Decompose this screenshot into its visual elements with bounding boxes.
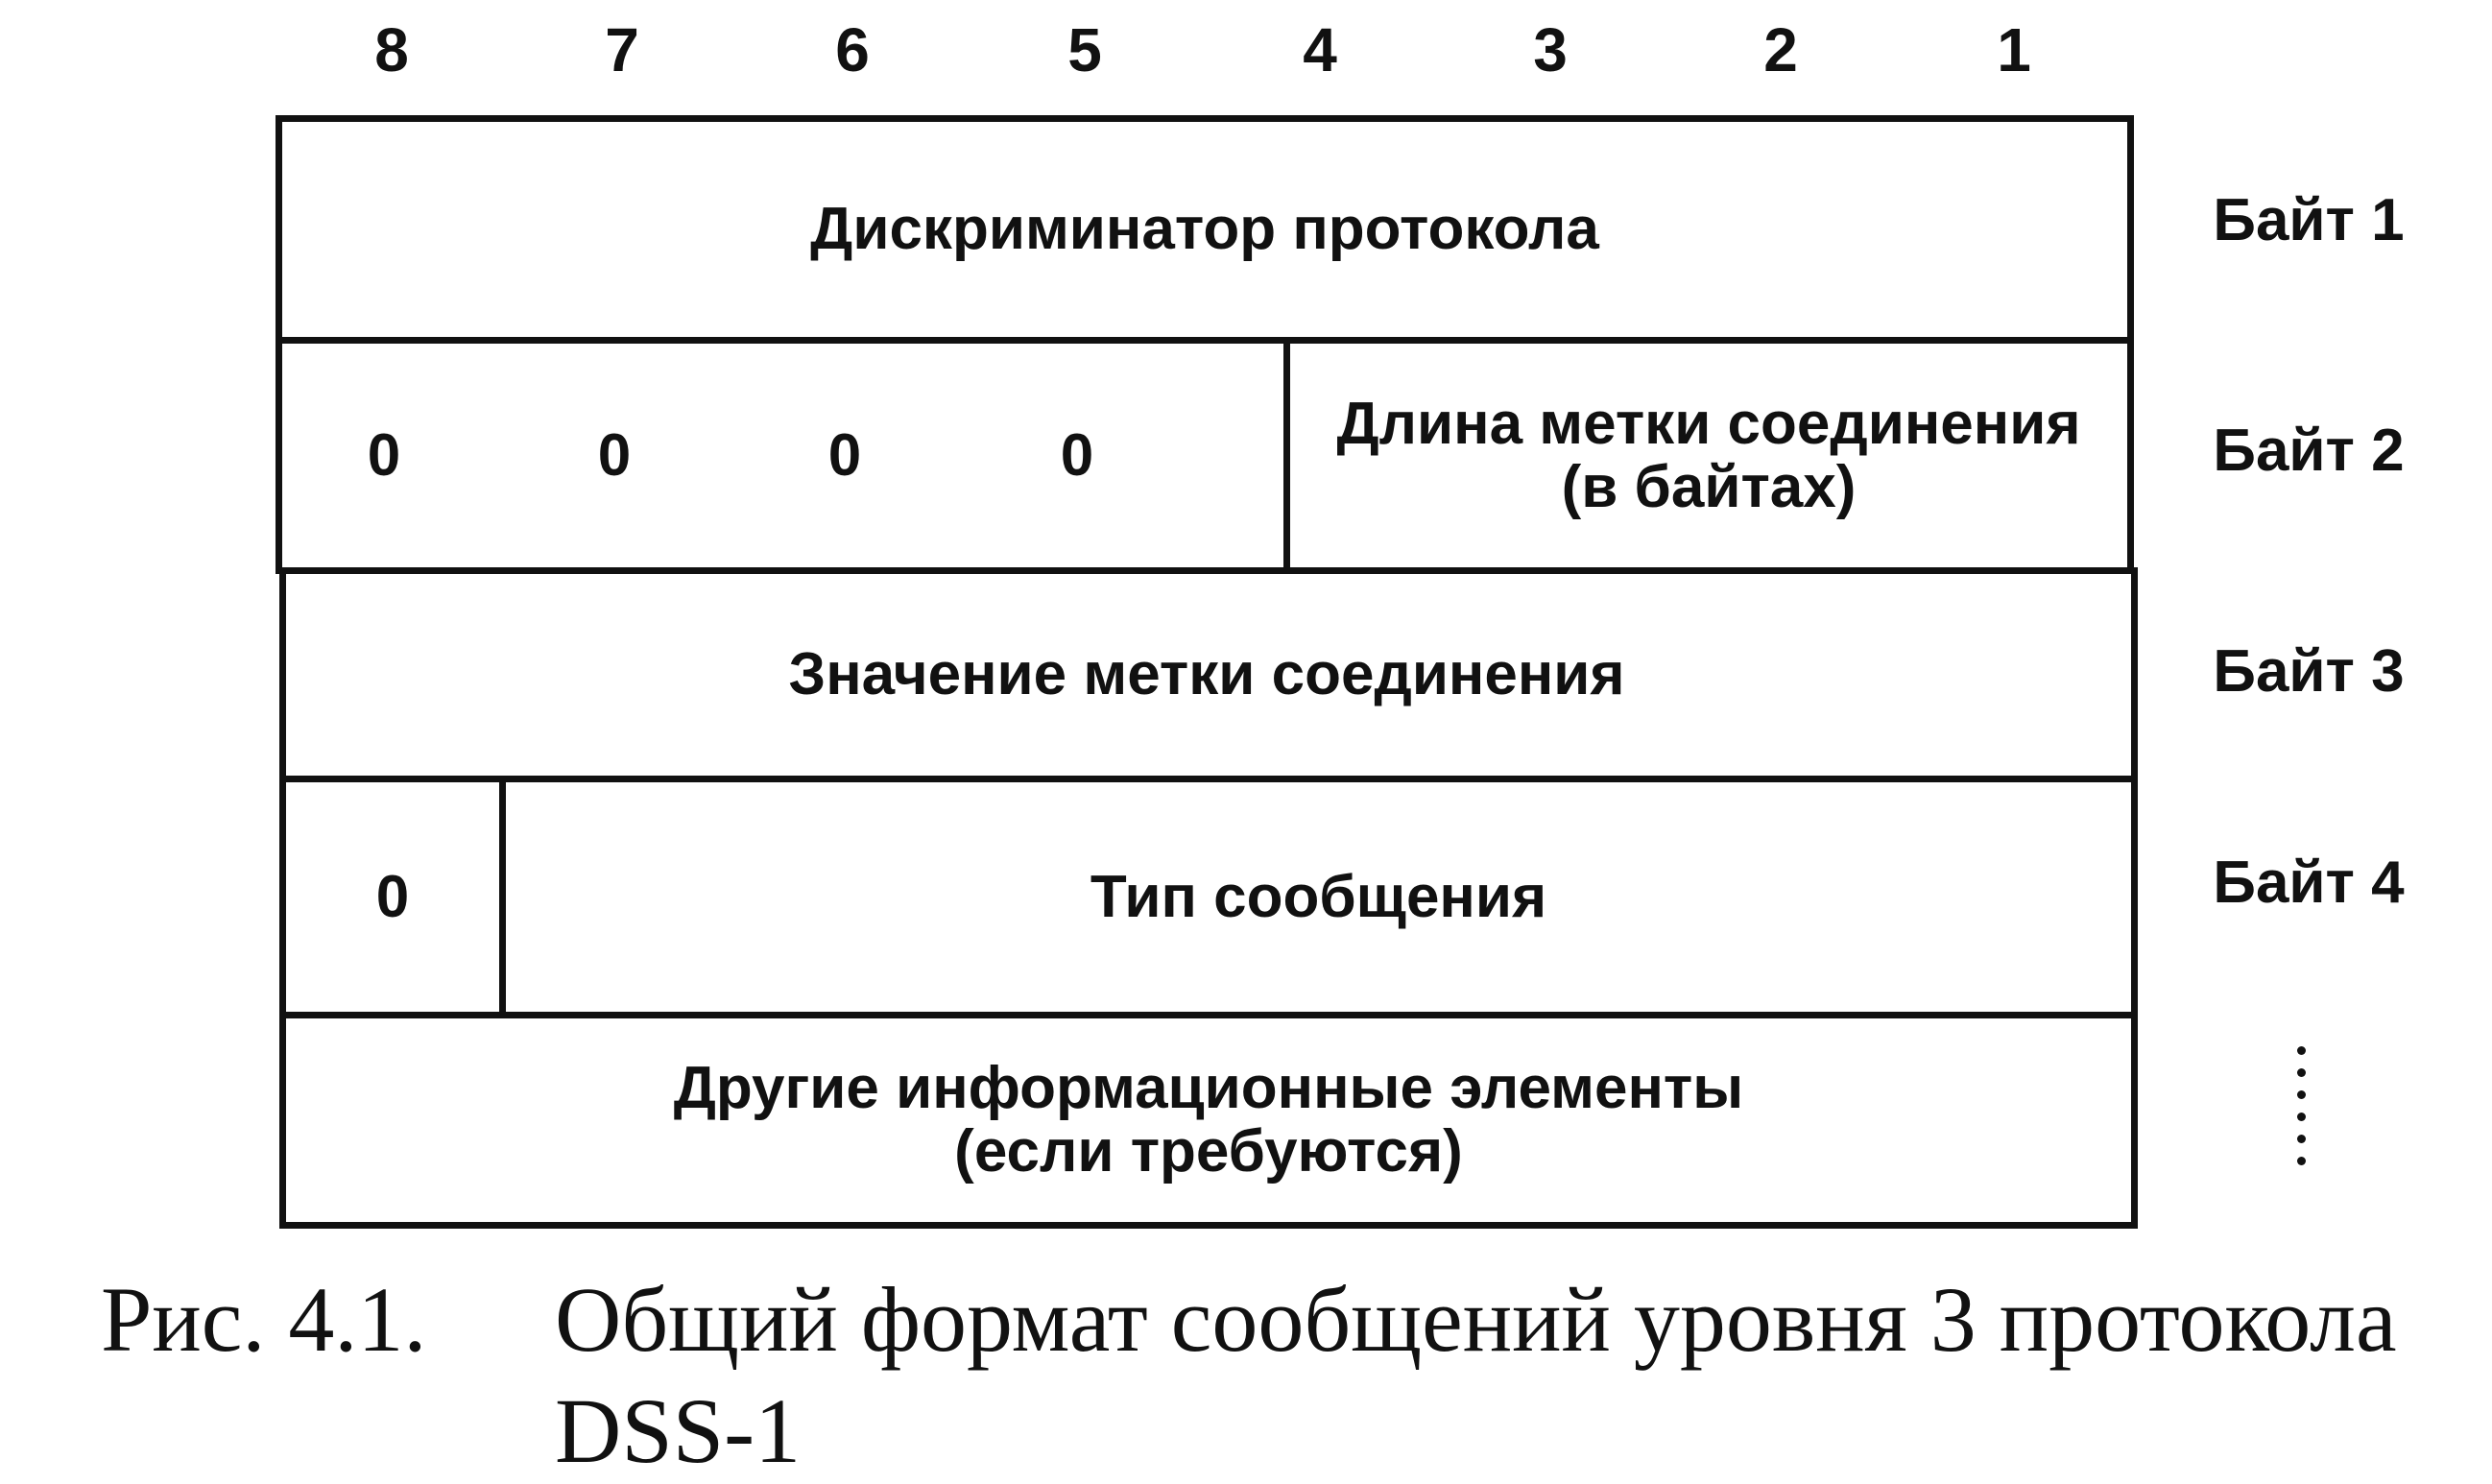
bit-number-8: 8	[374, 15, 409, 84]
byte1-field	[282, 122, 2127, 337]
message-type-field	[506, 782, 2131, 1012]
bit-number-5: 5	[1067, 15, 1102, 84]
call-reference-value-label: Значение метки соединения	[788, 641, 1625, 707]
table-border-right-lower	[2131, 567, 2138, 1229]
protocol-discriminator-label: Дискриминатор протокола	[810, 196, 1599, 262]
bit-number-2: 2	[1763, 15, 1798, 84]
other-elements-field	[286, 1018, 2131, 1222]
byte2-bit8	[326, 344, 442, 567]
bit-number-7: 7	[605, 15, 639, 84]
row-divider-2	[277, 567, 2134, 574]
bit-value: 0	[597, 421, 632, 489]
byte2-bit6	[787, 344, 902, 567]
message-type-label: Тип сообщения	[1090, 863, 1547, 930]
byte4-bit8	[286, 782, 499, 1012]
byte2-split-line	[1283, 337, 1290, 574]
byte2-bit5	[1019, 344, 1135, 567]
row-divider-4	[281, 1012, 2138, 1018]
table-border-right-upper	[2127, 115, 2134, 574]
field-line-2: (если требуются)	[954, 1118, 1463, 1185]
bit-value: 0	[827, 421, 862, 489]
call-reference-length-field	[1290, 344, 2127, 567]
byte4-split-line	[499, 776, 506, 1018]
bit-number-3: 3	[1533, 15, 1568, 84]
field-line-2: (в байтах)	[1561, 453, 1857, 520]
row-divider-3	[279, 776, 2136, 782]
figure-caption-line-1: Общий формат сообщений уровня 3 протокола	[555, 1268, 2397, 1371]
byte-label-3: Байт 3	[2213, 638, 2405, 705]
figure-number: Рис. 4.1.	[101, 1268, 427, 1371]
field-line-1: Длина метки соединения	[1336, 390, 2081, 457]
byte-label-2: Байт 2	[2213, 418, 2405, 484]
table-border-left-upper	[276, 115, 282, 574]
field-line-1: Другие информационные элементы	[673, 1055, 1744, 1121]
bit-value: 0	[1060, 421, 1094, 489]
row-divider-1	[276, 337, 2134, 344]
table-border-top	[276, 115, 2134, 122]
bit-number-6: 6	[835, 15, 870, 84]
bit-number-1: 1	[1997, 15, 2031, 84]
bit-number-4: 4	[1303, 15, 1337, 84]
figure-caption-line-2: DSS-1	[555, 1379, 802, 1482]
bit-value: 0	[375, 863, 410, 930]
bit-value: 0	[367, 421, 401, 489]
byte3-field	[284, 574, 2129, 776]
byte-label-1: Байт 1	[2213, 187, 2405, 253]
continuation-dots	[2295, 1046, 2309, 1171]
byte2-bit7	[557, 344, 672, 567]
table-border-bottom	[281, 1222, 2138, 1229]
byte-label-4: Байт 4	[2213, 850, 2405, 916]
